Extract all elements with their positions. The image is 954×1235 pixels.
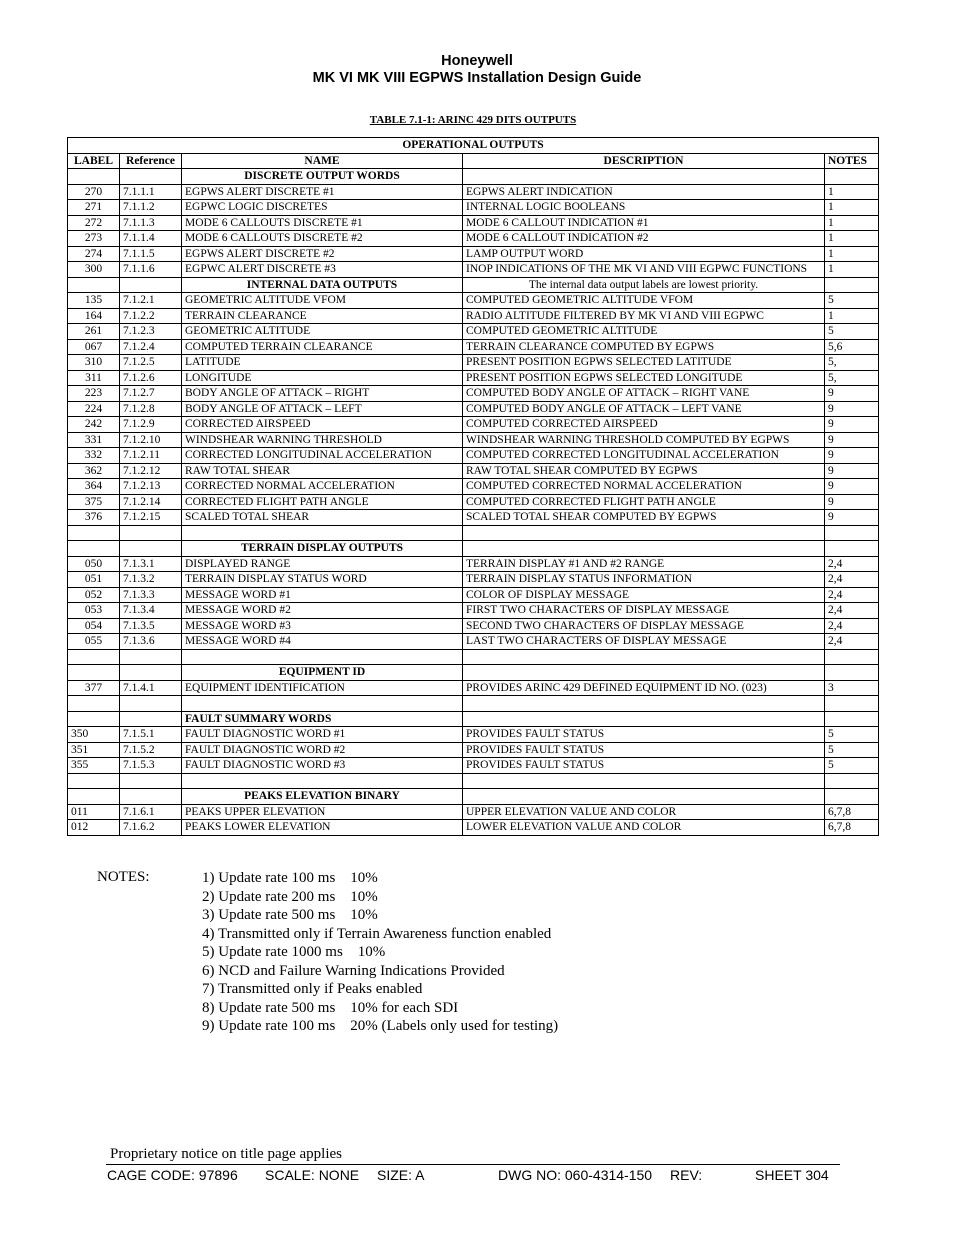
- notes-cell: 5: [825, 293, 879, 309]
- reference-cell: 7.1.2.3: [120, 324, 182, 340]
- reference-cell: 7.1.2.12: [120, 463, 182, 479]
- table-row: [68, 432, 879, 448]
- notes-cell: [825, 649, 879, 665]
- name-cell: PEAKS UPPER ELEVATION: [182, 804, 463, 820]
- reference-cell: 7.1.3.4: [120, 603, 182, 619]
- notes-cell: 1: [825, 231, 879, 247]
- label-cell: 375: [68, 494, 120, 510]
- column-header-description: DESCRIPTION: [463, 153, 825, 169]
- section-description: [463, 169, 825, 185]
- reference-cell: [120, 169, 182, 185]
- note-item: 9) Update rate 100 ms 20% (Labels only used for testing): [202, 1018, 559, 1034]
- name-cell: CORRECTED LONGITUDINAL ACCELERATION: [182, 448, 463, 464]
- description-cell: SCALED TOTAL SHEAR COMPUTED BY EGPWS: [463, 510, 825, 526]
- table-row: [68, 572, 879, 588]
- notes-cell: 1: [825, 246, 879, 262]
- description-cell: COLOR OF DISPLAY MESSAGE: [463, 587, 825, 603]
- label-cell: 272: [68, 215, 120, 231]
- label-cell: [68, 696, 120, 712]
- description-cell: PROVIDES ARINC 429 DEFINED EQUIPMENT ID NO. (023): [463, 680, 825, 696]
- name-cell: EGPWS ALERT DISCRETE #1: [182, 184, 463, 200]
- table-row: [68, 634, 879, 650]
- label-cell: 223: [68, 386, 120, 402]
- table-row: [68, 308, 879, 324]
- label-cell: 242: [68, 417, 120, 433]
- notes-cell: 5: [825, 727, 879, 743]
- section-row: [68, 541, 879, 557]
- table-row: [68, 804, 879, 820]
- note-item: 1) Update rate 100 ms 10%: [202, 870, 378, 886]
- reference-cell: 7.1.2.15: [120, 510, 182, 526]
- notes-list: [202, 869, 558, 1036]
- table-row: [68, 246, 879, 262]
- notes-cell: 6,7,8: [825, 804, 879, 820]
- label-cell: [68, 525, 120, 541]
- reference-cell: 7.1.1.6: [120, 262, 182, 278]
- label-cell: 053: [68, 603, 120, 619]
- reference-cell: 7.1.1.3: [120, 215, 182, 231]
- table-row: [68, 556, 879, 572]
- notes-cell: 1: [825, 200, 879, 216]
- reference-cell: 7.1.2.4: [120, 339, 182, 355]
- label-cell: 011: [68, 804, 120, 820]
- blank-row: [68, 649, 879, 665]
- size: SIZE: A: [377, 1167, 425, 1183]
- description-cell: COMPUTED BODY ANGLE OF ATTACK – LEFT VANE: [463, 401, 825, 417]
- notes-cell: [825, 525, 879, 541]
- reference-cell: 7.1.3.2: [120, 572, 182, 588]
- name-cell: MESSAGE WORD #2: [182, 603, 463, 619]
- name-cell: EGPWC LOGIC DISCRETES: [182, 200, 463, 216]
- description-cell: COMPUTED BODY ANGLE OF ATTACK – RIGHT VANE: [463, 386, 825, 402]
- description-cell: MODE 6 CALLOUT INDICATION #2: [463, 231, 825, 247]
- label-cell: 274: [68, 246, 120, 262]
- table-row: [68, 587, 879, 603]
- table-row: [68, 742, 879, 758]
- table-header-row: [68, 153, 879, 169]
- description-cell: RAW TOTAL SHEAR COMPUTED BY EGPWS: [463, 463, 825, 479]
- name-cell: MODE 6 CALLOUTS DISCRETE #2: [182, 231, 463, 247]
- reference-cell: 7.1.3.6: [120, 634, 182, 650]
- name-cell: FAULT DIAGNOSTIC WORD #1: [182, 727, 463, 743]
- label-cell: 350: [68, 727, 120, 743]
- blank-row: [68, 525, 879, 541]
- label-cell: 055: [68, 634, 120, 650]
- arinc-outputs-table: [67, 137, 879, 836]
- table-row: [68, 680, 879, 696]
- label-cell: 310: [68, 355, 120, 371]
- description-cell: LOWER ELEVATION VALUE AND COLOR: [463, 820, 825, 836]
- label-cell: [68, 665, 120, 681]
- notes-cell: 5: [825, 742, 879, 758]
- notes-cell: [825, 789, 879, 805]
- table-row: [68, 324, 879, 340]
- reference-cell: [120, 541, 182, 557]
- notes-cell: 1: [825, 308, 879, 324]
- column-header-notes: NOTES: [825, 153, 879, 169]
- label-cell: 051: [68, 572, 120, 588]
- notes-cell: 1: [825, 262, 879, 278]
- note-item: 5) Update rate 1000 ms 10%: [202, 944, 386, 960]
- reference-cell: 7.1.1.5: [120, 246, 182, 262]
- label-cell: 331: [68, 432, 120, 448]
- name-cell: RAW TOTAL SHEAR: [182, 463, 463, 479]
- reference-cell: [120, 649, 182, 665]
- notes-cell: [825, 696, 879, 712]
- proprietary-notice: Proprietary notice on title page applies: [110, 1146, 343, 1162]
- revision: REV:: [670, 1167, 703, 1183]
- label-cell: 273: [68, 231, 120, 247]
- sheet-number: SHEET 304: [755, 1167, 829, 1183]
- table-row: [68, 184, 879, 200]
- table-caption: TABLE 7.1-1: ARINC 429 DITS OUTPUTS: [369, 114, 577, 126]
- notes-cell: 9: [825, 432, 879, 448]
- notes-cell: 2,4: [825, 572, 879, 588]
- description-cell: MODE 6 CALLOUT INDICATION #1: [463, 215, 825, 231]
- notes-cell: [825, 277, 879, 293]
- reference-cell: 7.1.3.5: [120, 618, 182, 634]
- name-cell: TERRAIN CLEARANCE: [182, 308, 463, 324]
- label-cell: 052: [68, 587, 120, 603]
- name-cell: PEAKS LOWER ELEVATION: [182, 820, 463, 836]
- label-cell: 067: [68, 339, 120, 355]
- section-description: [463, 711, 825, 727]
- blank-row: [68, 773, 879, 789]
- label-cell: 135: [68, 293, 120, 309]
- name-cell: EGPWC ALERT DISCRETE #3: [182, 262, 463, 278]
- name-cell: MESSAGE WORD #3: [182, 618, 463, 634]
- note-item: 7) Transmitted only if Peaks enabled: [202, 981, 423, 997]
- notes-cell: 5: [825, 758, 879, 774]
- cage-code: CAGE CODE: 97896: [107, 1167, 238, 1183]
- reference-cell: [120, 773, 182, 789]
- label-cell: 362: [68, 463, 120, 479]
- notes-cell: [825, 541, 879, 557]
- notes-cell: 1: [825, 184, 879, 200]
- table-row: [68, 355, 879, 371]
- column-header-name: NAME: [182, 153, 463, 169]
- label-cell: 332: [68, 448, 120, 464]
- table-row: [68, 820, 879, 836]
- label-cell: 355: [68, 758, 120, 774]
- notes-cell: 1: [825, 215, 879, 231]
- description-cell: [463, 525, 825, 541]
- reference-cell: [120, 711, 182, 727]
- notes-cell: 2,4: [825, 634, 879, 650]
- name-cell: COMPUTED TERRAIN CLEARANCE: [182, 339, 463, 355]
- note-item: 4) Transmitted only if Terrain Awareness function enabled: [202, 925, 552, 942]
- name-cell: TERRAIN DISPLAY STATUS WORD: [182, 572, 463, 588]
- notes-cell: 2,4: [825, 556, 879, 572]
- description-cell: PROVIDES FAULT STATUS: [463, 758, 825, 774]
- description-cell: PROVIDES FAULT STATUS: [463, 742, 825, 758]
- table-top-heading-row: [68, 138, 879, 154]
- table-row: [68, 758, 879, 774]
- label-cell: 224: [68, 401, 120, 417]
- reference-cell: [120, 789, 182, 805]
- label-cell: 364: [68, 479, 120, 495]
- name-cell: CORRECTED FLIGHT PATH ANGLE: [182, 494, 463, 510]
- reference-cell: 7.1.2.2: [120, 308, 182, 324]
- notes-cell: 5: [825, 324, 879, 340]
- label-cell: [68, 711, 120, 727]
- notes-cell: 9: [825, 386, 879, 402]
- section-description: [463, 541, 825, 557]
- notes-cell: 9: [825, 510, 879, 526]
- reference-cell: 7.1.3.1: [120, 556, 182, 572]
- section-heading: TERRAIN DISPLAY OUTPUTS: [182, 541, 463, 557]
- section-description: [463, 789, 825, 805]
- section-row: [68, 665, 879, 681]
- name-cell: [182, 525, 463, 541]
- table-row: [68, 339, 879, 355]
- name-cell: SCALED TOTAL SHEAR: [182, 510, 463, 526]
- table-row: [68, 401, 879, 417]
- notes-cell: [825, 711, 879, 727]
- name-cell: GEOMETRIC ALTITUDE: [182, 324, 463, 340]
- label-cell: 270: [68, 184, 120, 200]
- name-cell: CORRECTED NORMAL ACCELERATION: [182, 479, 463, 495]
- section-row: [68, 789, 879, 805]
- table-row: [68, 510, 879, 526]
- reference-cell: 7.1.1.1: [120, 184, 182, 200]
- name-cell: MESSAGE WORD #4: [182, 634, 463, 650]
- description-cell: TERRAIN CLEARANCE COMPUTED BY EGPWS: [463, 339, 825, 355]
- name-cell: MESSAGE WORD #1: [182, 587, 463, 603]
- table-row: [68, 479, 879, 495]
- name-cell: WINDSHEAR WARNING THRESHOLD: [182, 432, 463, 448]
- footer-rule: [106, 1164, 840, 1165]
- notes-cell: [825, 665, 879, 681]
- description-cell: COMPUTED GEOMETRIC ALTITUDE VFOM: [463, 293, 825, 309]
- section-row: [68, 169, 879, 185]
- name-cell: FAULT DIAGNOSTIC WORD #2: [182, 742, 463, 758]
- label-cell: [68, 277, 120, 293]
- notes-cell: 2,4: [825, 603, 879, 619]
- description-cell: TERRAIN DISPLAY STATUS INFORMATION: [463, 572, 825, 588]
- name-cell: [182, 649, 463, 665]
- description-cell: COMPUTED CORRECTED AIRSPEED: [463, 417, 825, 433]
- reference-cell: 7.1.2.10: [120, 432, 182, 448]
- name-cell: LONGITUDE: [182, 370, 463, 386]
- label-cell: 054: [68, 618, 120, 634]
- label-cell: [68, 789, 120, 805]
- notes-cell: 2,4: [825, 618, 879, 634]
- table-body: [68, 169, 879, 836]
- name-cell: LATITUDE: [182, 355, 463, 371]
- table-row: [68, 417, 879, 433]
- label-cell: 376: [68, 510, 120, 526]
- description-cell: INTERNAL LOGIC BOOLEANS: [463, 200, 825, 216]
- label-cell: 351: [68, 742, 120, 758]
- table-row: [68, 293, 879, 309]
- table-row: [68, 262, 879, 278]
- name-cell: DISPLAYED RANGE: [182, 556, 463, 572]
- section-description: The internal data output labels are lowest priority.: [463, 277, 825, 293]
- table-row: [68, 370, 879, 386]
- table-caption-wrap: [0, 114, 946, 126]
- table-row: [68, 231, 879, 247]
- description-cell: COMPUTED CORRECTED NORMAL ACCELERATION: [463, 479, 825, 495]
- description-cell: FIRST TWO CHARACTERS OF DISPLAY MESSAGE: [463, 603, 825, 619]
- reference-cell: [120, 696, 182, 712]
- reference-cell: 7.1.2.11: [120, 448, 182, 464]
- table-row: [68, 463, 879, 479]
- scale: SCALE: NONE: [265, 1167, 360, 1183]
- reference-cell: [120, 665, 182, 681]
- drawing-number: DWG NO: 060-4314-150: [498, 1167, 653, 1183]
- label-cell: [68, 649, 120, 665]
- reference-cell: 7.1.6.2: [120, 820, 182, 836]
- label-cell: [68, 169, 120, 185]
- column-header-reference: Reference: [120, 153, 182, 169]
- name-cell: [182, 773, 463, 789]
- reference-cell: 7.1.2.13: [120, 479, 182, 495]
- notes-cell: 9: [825, 417, 879, 433]
- column-header-label: LABEL: [68, 153, 120, 169]
- table-top-heading: OPERATIONAL OUTPUTS: [68, 138, 879, 154]
- name-cell: MODE 6 CALLOUTS DISCRETE #1: [182, 215, 463, 231]
- name-cell: BODY ANGLE OF ATTACK – LEFT: [182, 401, 463, 417]
- name-cell: [182, 696, 463, 712]
- description-cell: EGPWS ALERT INDICATION: [463, 184, 825, 200]
- reference-cell: 7.1.2.1: [120, 293, 182, 309]
- description-cell: [463, 649, 825, 665]
- document-title: MK VI MK VIII EGPWS Installation Design Guide: [312, 70, 642, 86]
- section-description: [463, 665, 825, 681]
- table-row: [68, 386, 879, 402]
- reference-cell: 7.1.2.7: [120, 386, 182, 402]
- table-row: [68, 215, 879, 231]
- notes-label: NOTES:: [97, 869, 150, 885]
- reference-cell: 7.1.4.1: [120, 680, 182, 696]
- reference-cell: 7.1.2.14: [120, 494, 182, 510]
- section-heading: DISCRETE OUTPUT WORDS: [182, 169, 463, 185]
- description-cell: LAMP OUTPUT WORD: [463, 246, 825, 262]
- company-name: Honeywell: [441, 53, 513, 69]
- notes-cell: 2,4: [825, 587, 879, 603]
- notes-cell: 9: [825, 494, 879, 510]
- blank-row: [68, 696, 879, 712]
- label-cell: 300: [68, 262, 120, 278]
- label-cell: 050: [68, 556, 120, 572]
- notes-cell: 5,: [825, 355, 879, 371]
- notes-cell: 6,7,8: [825, 820, 879, 836]
- reference-cell: 7.1.2.6: [120, 370, 182, 386]
- section-heading: FAULT SUMMARY WORDS: [182, 711, 463, 727]
- description-cell: COMPUTED CORRECTED LONGITUDINAL ACCELERATION: [463, 448, 825, 464]
- notes-cell: [825, 169, 879, 185]
- note-item: 3) Update rate 500 ms 10%: [202, 907, 378, 923]
- label-cell: 311: [68, 370, 120, 386]
- notes-cell: 9: [825, 401, 879, 417]
- description-cell: PRESENT POSITION EGPWS SELECTED LATITUDE: [463, 355, 825, 371]
- notes-cell: 9: [825, 463, 879, 479]
- label-cell: [68, 773, 120, 789]
- reference-cell: 7.1.3.3: [120, 587, 182, 603]
- notes-cell: 3: [825, 680, 879, 696]
- name-cell: EGPWS ALERT DISCRETE #2: [182, 246, 463, 262]
- name-cell: GEOMETRIC ALTITUDE VFOM: [182, 293, 463, 309]
- section-heading: EQUIPMENT ID: [182, 665, 463, 681]
- reference-cell: 7.1.5.3: [120, 758, 182, 774]
- table-row: [68, 618, 879, 634]
- description-cell: LAST TWO CHARACTERS OF DISPLAY MESSAGE: [463, 634, 825, 650]
- description-cell: TERRAIN DISPLAY #1 AND #2 RANGE: [463, 556, 825, 572]
- section-row: [68, 277, 879, 293]
- description-cell: [463, 696, 825, 712]
- description-cell: COMPUTED GEOMETRIC ALTITUDE: [463, 324, 825, 340]
- notes-cell: 9: [825, 479, 879, 495]
- table-row: [68, 494, 879, 510]
- reference-cell: 7.1.5.1: [120, 727, 182, 743]
- description-cell: UPPER ELEVATION VALUE AND COLOR: [463, 804, 825, 820]
- table-row: [68, 448, 879, 464]
- description-cell: PRESENT POSITION EGPWS SELECTED LONGITUDE: [463, 370, 825, 386]
- reference-cell: 7.1.2.9: [120, 417, 182, 433]
- reference-cell: 7.1.2.8: [120, 401, 182, 417]
- reference-cell: [120, 525, 182, 541]
- section-row: [68, 711, 879, 727]
- reference-cell: 7.1.5.2: [120, 742, 182, 758]
- section-heading: PEAKS ELEVATION BINARY: [182, 789, 463, 805]
- table-row: [68, 603, 879, 619]
- notes-cell: 5,: [825, 370, 879, 386]
- name-cell: BODY ANGLE OF ATTACK – RIGHT: [182, 386, 463, 402]
- label-cell: 164: [68, 308, 120, 324]
- description-cell: RADIO ALTITUDE FILTERED BY MK VI AND VIII EGPWC: [463, 308, 825, 324]
- description-cell: WINDSHEAR WARNING THRESHOLD COMPUTED BY EGPWS: [463, 432, 825, 448]
- note-item: 2) Update rate 200 ms 10%: [202, 888, 378, 905]
- section-heading: INTERNAL DATA OUTPUTS: [182, 277, 463, 293]
- notes-cell: [825, 773, 879, 789]
- table-row: [68, 200, 879, 216]
- label-cell: 271: [68, 200, 120, 216]
- reference-cell: 7.1.1.2: [120, 200, 182, 216]
- reference-cell: 7.1.2.5: [120, 355, 182, 371]
- reference-cell: 7.1.1.4: [120, 231, 182, 247]
- note-item: 6) NCD and Failure Warning Indications Provided: [202, 962, 505, 979]
- notes-cell: 5,6: [825, 339, 879, 355]
- description-cell: COMPUTED CORRECTED FLIGHT PATH ANGLE: [463, 494, 825, 510]
- label-cell: 261: [68, 324, 120, 340]
- label-cell: 012: [68, 820, 120, 836]
- reference-cell: [120, 277, 182, 293]
- description-cell: SECOND TWO CHARACTERS OF DISPLAY MESSAGE: [463, 618, 825, 634]
- label-cell: 377: [68, 680, 120, 696]
- name-cell: EQUIPMENT IDENTIFICATION: [182, 680, 463, 696]
- table-row: [68, 727, 879, 743]
- name-cell: FAULT DIAGNOSTIC WORD #3: [182, 758, 463, 774]
- notes-cell: 9: [825, 448, 879, 464]
- description-cell: [463, 773, 825, 789]
- description-cell: PROVIDES FAULT STATUS: [463, 727, 825, 743]
- name-cell: CORRECTED AIRSPEED: [182, 417, 463, 433]
- label-cell: [68, 541, 120, 557]
- description-cell: INOP INDICATIONS OF THE MK VI AND VIII EGPWC FUNCTIONS: [463, 262, 825, 278]
- note-item: 8) Update rate 500 ms 10% for each SDI: [202, 999, 459, 1016]
- reference-cell: 7.1.6.1: [120, 804, 182, 820]
